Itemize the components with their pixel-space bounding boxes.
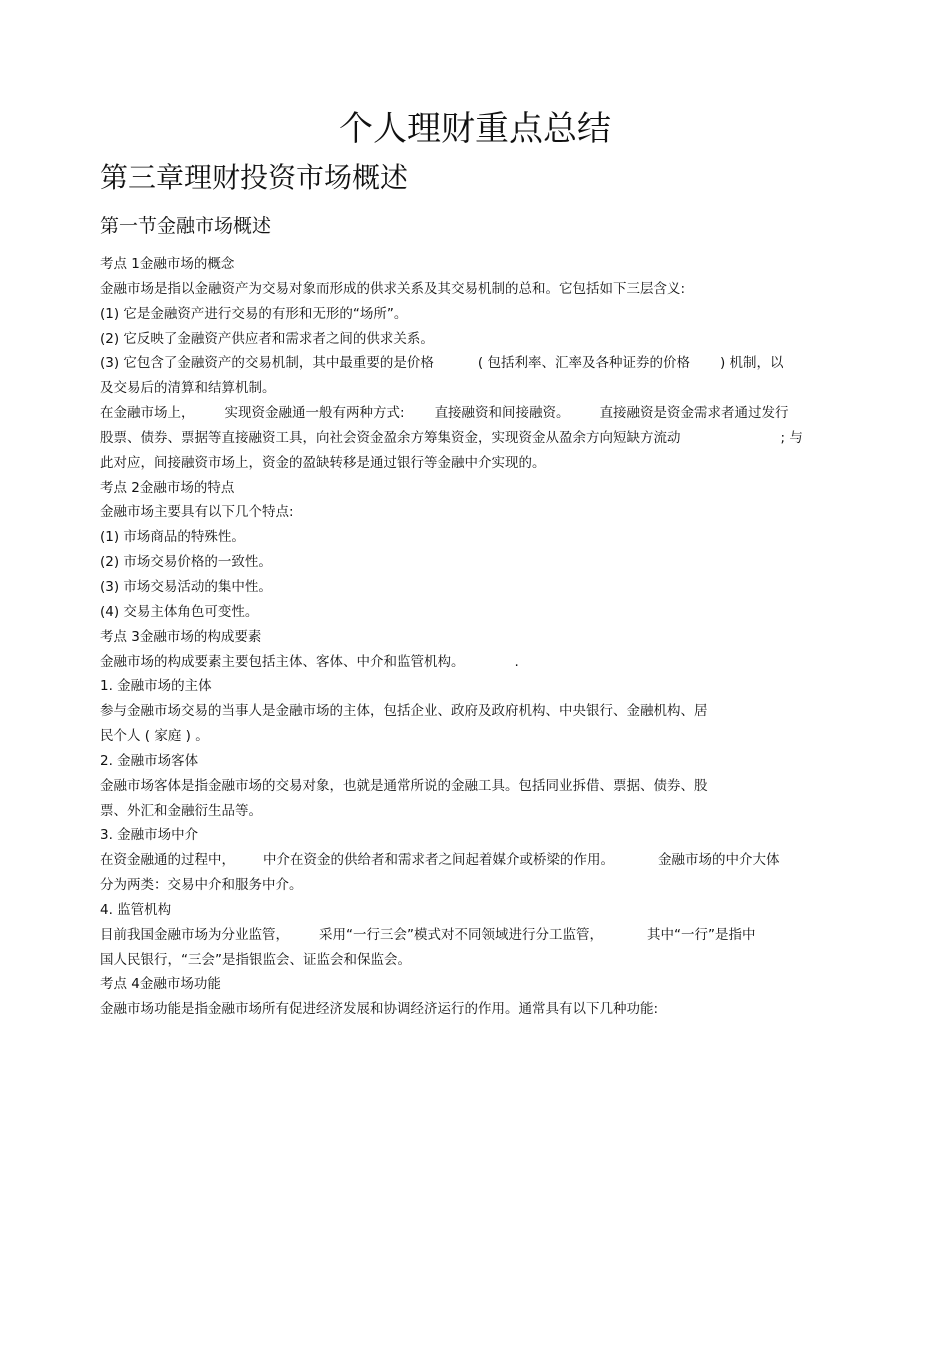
document-title: 个人理财重点总结 (339, 109, 611, 149)
text-line (100, 898, 850, 923)
text-segment: (2) 它反映了金融资产供应者和需求者之间的供求关系。 (100, 330, 434, 347)
text-line (100, 749, 850, 774)
text-line (100, 823, 850, 848)
text-segment: ( 包括利率、汇率及各种证券的价格 (477, 355, 690, 372)
text-line (100, 376, 850, 401)
text-segment: (1) 市场商品的特殊性。 (100, 529, 245, 546)
text-segment: 在金融市场上， (100, 405, 195, 422)
text-segment: 民个人 ( 家庭 ) 。 (100, 728, 209, 745)
text-segment: 考点 2金融市场的特点 (100, 479, 235, 496)
text-segment: 票、外汇和金融衍生品等。 (100, 802, 262, 819)
text-line (100, 351, 850, 376)
text-segment: 实现资金融通一般有两种方式: (224, 405, 405, 422)
text-segment: 金融市场的中介大体 (658, 852, 780, 869)
text-segment: 考点 1金融市场的概念 (100, 256, 235, 272)
text-line (100, 550, 850, 575)
text-segment: 直接融资是资金需求者通过发行 (599, 405, 789, 422)
text-segment: ) 机制，以 (719, 355, 784, 372)
text-line (100, 277, 850, 302)
text-segment: 3. 金融市场中介 (100, 827, 199, 844)
text-line (100, 997, 850, 1022)
text-line (100, 252, 850, 277)
text-line (100, 525, 850, 550)
text-line (100, 575, 850, 600)
text-line (100, 724, 850, 749)
text-segment: 采用“一行三会”模式对不同领域进行分工监管， (319, 926, 603, 943)
text-segment: 金融市场的构成要素主要包括主体、客体、中介和监管机构。 (100, 653, 465, 670)
text-segment: 金融市场客体是指金融市场的交易对象，也就是通常所说的金融工具。包括同业拆借、票据、债券、股 (100, 777, 708, 794)
text-segment: 金融市场功能是指金融市场所有促进经济发展和协调经济运行的作用。通常具有以下几种功能: (100, 1001, 659, 1018)
text-line (100, 774, 850, 799)
text-segment: 其中“一行”是指中 (647, 926, 756, 943)
text-segment: (3) 它包含了金融资产的交易机制，其中最重要的是价格 (100, 355, 434, 372)
text-segment: 中介在资金的供给者和需求者之间起着媒介或桥梁的作用。 (263, 852, 614, 869)
text-line (100, 302, 850, 327)
text-segment: (1) 它是金融资产进行交易的有形和无形的“场所”。 (100, 305, 408, 322)
text-segment: 股票、债券、票据等直接融资工具，向社会资金盈余方筹集资金，实现资金从盈余方向短缺方流动 (100, 429, 681, 446)
text-line (100, 327, 850, 352)
text-segment: 国人民银行，“三会”是指银监会、证监会和保监会。 (100, 951, 411, 968)
text-segment: 金融市场主要具有以下几个特点: (100, 504, 294, 521)
chapter-heading: 第三章理财投资市场概述 (100, 161, 409, 194)
text-line (100, 650, 850, 675)
text-segment: 2. 金融市场客体 (100, 752, 199, 769)
text-segment: 直接融资和间接融资。 (434, 405, 570, 422)
text-segment: (4) 交易主体角色可变性。 (100, 603, 259, 620)
text-segment: 4. 监管机构 (100, 901, 172, 918)
text-line (100, 451, 850, 476)
text-segment: 参与金融市场交易的当事人是金融市场的主体，包括企业、政府及政府机构、中央银行、金融机构、居 (100, 703, 708, 720)
text-line (100, 600, 850, 625)
text-segment: 此对应，间接融资市场上，资金的盈缺转移是通过银行等金融中介实现的。 (100, 454, 546, 471)
text-segment: 1. 金融市场的主体 (100, 678, 212, 695)
text-segment: 目前我国金融市场为分业监管， (100, 926, 289, 943)
text-line (100, 426, 850, 451)
text-line (100, 401, 850, 426)
text-segment: 金融市场是指以金融资产为交易对象而形成的供求关系及其交易机制的总和。它包括如下三层含义: (100, 280, 686, 297)
text-segment: (3) 市场交易活动的集中性。 (100, 578, 272, 595)
text-segment: 考点 3金融市场的构成要素 (100, 628, 262, 645)
text-segment: 及交易后的清算和结算机制。 (100, 380, 276, 397)
document-body (100, 252, 850, 1022)
text-segment: ; 与 (780, 429, 803, 446)
text-line (100, 799, 850, 824)
text-line (100, 476, 850, 501)
text-segment: 分为两类：交易中介和服务中介。 (100, 877, 303, 894)
text-segment: 考点 4金融市场功能 (100, 976, 221, 993)
text-line (100, 625, 850, 650)
text-line (100, 500, 850, 525)
text-line (100, 873, 850, 898)
text-line (100, 923, 850, 948)
text-segment: (2) 市场交易价格的一致性。 (100, 554, 272, 571)
section-heading: 第一节金融市场概述 (100, 215, 272, 237)
text-segment: . (514, 653, 519, 670)
text-line (100, 699, 850, 724)
text-line (100, 972, 850, 997)
text-segment: 在资金融通的过程中， (100, 852, 235, 869)
text-line (100, 948, 850, 973)
text-line (100, 848, 850, 873)
text-line (100, 674, 850, 699)
